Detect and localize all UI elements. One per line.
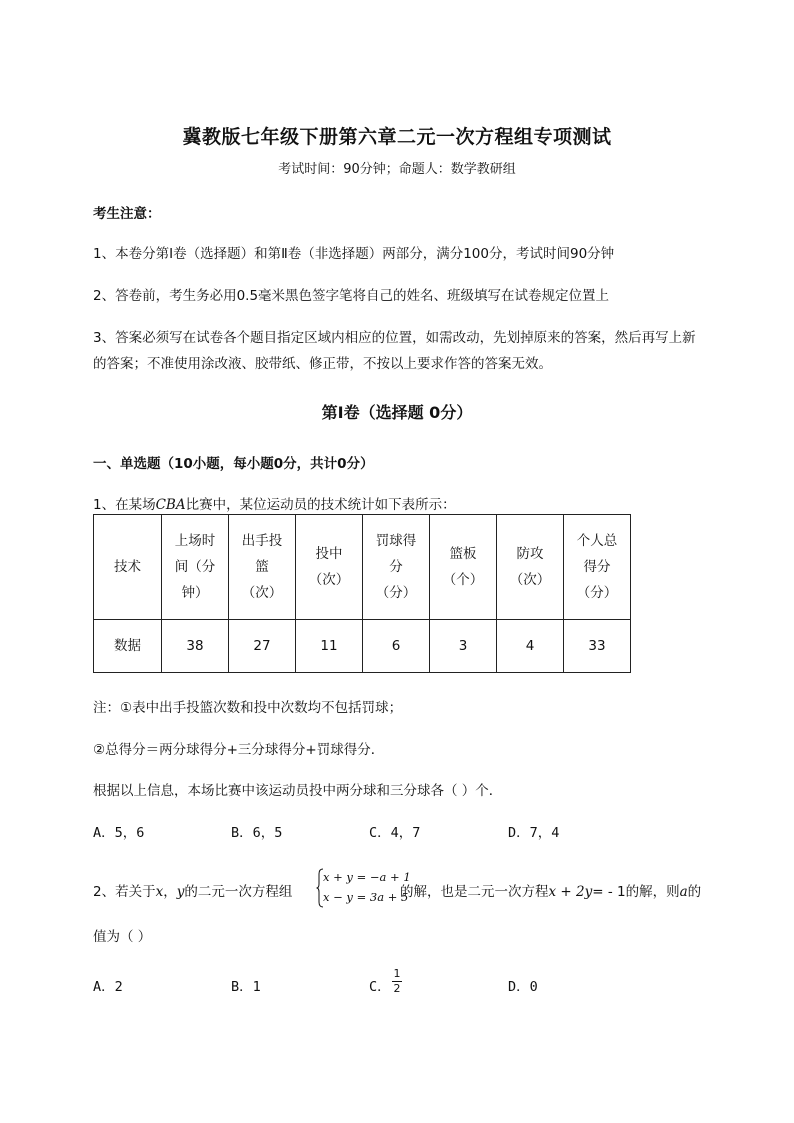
- q2-option-a[interactable]: A．2: [93, 979, 123, 995]
- q2-eq3: x + 2y: [548, 884, 593, 900]
- data-cell: 3: [430, 620, 497, 673]
- q1-option-b[interactable]: B．6，5: [231, 825, 283, 841]
- header-cell: 技术: [94, 515, 162, 620]
- exam-subtitle: 考试时间：90分钟；命题人：数学教研组: [278, 162, 516, 177]
- q1-note-1: 注：①表中出手投篮次数和投中次数均不包括罚球；: [93, 700, 403, 716]
- table-header-row: [94, 515, 631, 620]
- q2-option-b[interactable]: B．1: [231, 979, 261, 995]
- data-cell: 27: [229, 620, 296, 673]
- notice-item-3: 3、答案必须写在试卷各个题目指定区域内相应的位置，如需改动，先划掉原来的答案，然后再写上新: [93, 330, 696, 346]
- section-title: 第I卷（选择题 0分）: [321, 403, 473, 422]
- equation-1: x + y = −a + 1: [323, 870, 411, 884]
- q2-stem-end: [400, 880, 701, 900]
- stats-table: [93, 514, 631, 673]
- q2-var-y: y: [176, 884, 185, 900]
- q1-stem-post: 比赛中，某位运动员的技术统计如下表所示：: [185, 497, 456, 513]
- data-cell: 33: [564, 620, 631, 673]
- q2-option-c[interactable]: C．: [369, 979, 391, 995]
- notice-item-1: 1、本卷分第I卷（选择题）和第Ⅱ卷（非选择题）两部分，满分100分，考试时间90分钟: [93, 246, 615, 262]
- notice-item-2: 2、答卷前，考生务必用0.5毫米黑色签字笔将自己的姓名、班级填写在试卷规定位置上: [93, 288, 610, 304]
- q2-stem-a: 2、若关于: [93, 884, 156, 900]
- q2-stem-d: = - 1的解，则: [592, 884, 680, 900]
- q2-sep: ，: [163, 884, 177, 900]
- q1-stem: [93, 493, 456, 513]
- q2-stem-start: [93, 880, 292, 900]
- fraction-denominator: 2: [393, 982, 401, 995]
- q1-option-d[interactable]: D．7，4: [508, 825, 560, 841]
- q2-option-c-fraction: [392, 968, 402, 995]
- header-cell: 上场时 间（分 钟）: [162, 515, 229, 620]
- q1-question: 根据以上信息，本场比赛中该运动员投中两分球和三分球各（ ）个．: [93, 783, 503, 799]
- q2-var-a: a: [679, 884, 688, 900]
- notice-heading: 考生注意：: [93, 206, 161, 222]
- notice-item-3-cont: 的答案；不准使用涂改液、胶带纸、修正带，不按以上要求作答的答案无效。: [93, 356, 552, 372]
- fraction-numerator: 1: [393, 967, 401, 980]
- header-cell: 出手投 篮 （次）: [229, 515, 296, 620]
- header-cell: 个人总 得分 （分）: [564, 515, 631, 620]
- q2-option-d[interactable]: D．0: [508, 979, 538, 995]
- equation-system: [316, 868, 411, 908]
- exam-title: 冀教版七年级下册第六章二元一次方程组专项测试: [182, 126, 612, 148]
- equation-2: x − y = 3a + 5: [323, 890, 409, 904]
- q2-var-x: x: [155, 884, 164, 900]
- part-heading: 一、单选题（10小题，每小题0分，共计0分）: [93, 456, 374, 472]
- data-cell: 数据: [94, 620, 162, 673]
- q1-option-a[interactable]: A．5，6: [93, 825, 145, 841]
- q1-option-c[interactable]: C．4，7: [369, 825, 421, 841]
- q1-stem-pre: 1、在某场: [93, 497, 156, 513]
- header-cell: 投中 （次）: [296, 515, 363, 620]
- data-cell: 6: [363, 620, 430, 673]
- q2-stem-b: 的二元一次方程组: [184, 884, 293, 900]
- q2-stem-e: 的: [687, 884, 702, 900]
- q2-line-2: 值为（ ）: [93, 929, 152, 945]
- q1-stem-em: CBA: [155, 497, 186, 513]
- q1-note-2: ②总得分＝两分球得分+三分球得分+罚球得分．: [93, 742, 385, 758]
- data-cell: 4: [497, 620, 564, 673]
- table-row: [94, 620, 631, 673]
- q2-stem-c: 的解，也是二元一次方程: [400, 884, 549, 900]
- header-cell: 篮板 （个）: [430, 515, 497, 620]
- header-cell: 防攻 （次）: [497, 515, 564, 620]
- header-cell: 罚球得 分 （分）: [363, 515, 430, 620]
- data-cell: 38: [162, 620, 229, 673]
- data-cell: 11: [296, 620, 363, 673]
